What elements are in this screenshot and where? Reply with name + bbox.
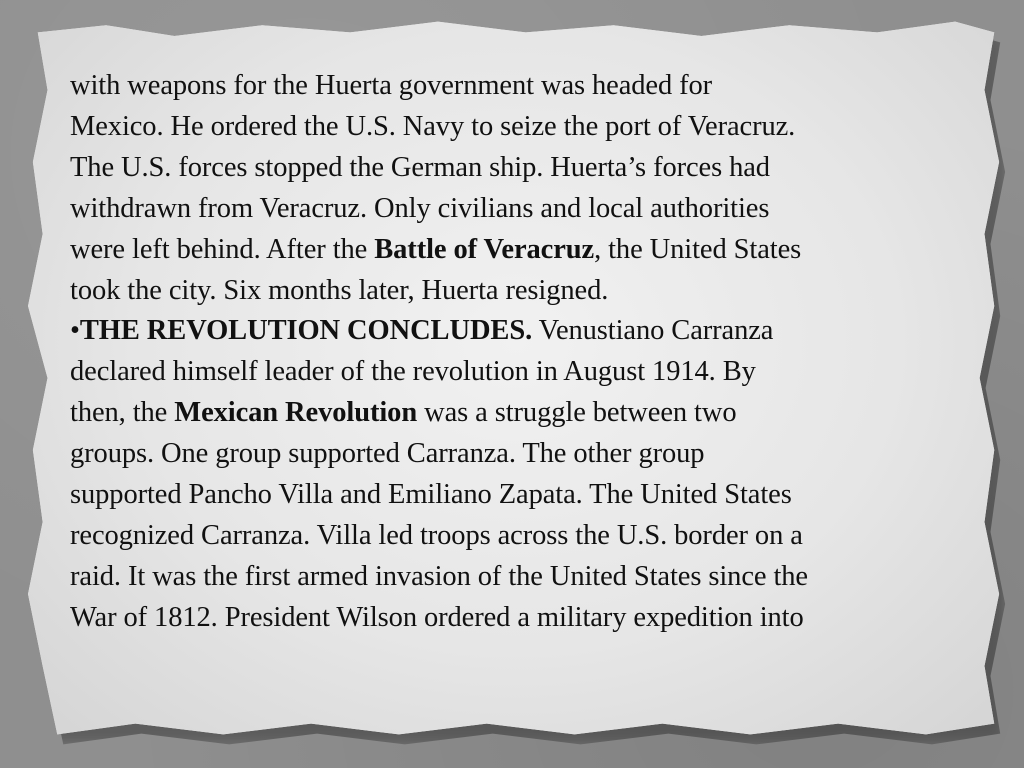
bullet-icon: • xyxy=(70,315,80,347)
text-line: The U.S. forces stopped the German ship. Huerta’s forces had xyxy=(70,151,770,183)
text-run: then, the xyxy=(70,397,175,429)
section-heading: THE REVOLUTION CONCLUDES. xyxy=(79,315,533,347)
term-mexican-revolution: Mexican Revolution xyxy=(174,397,418,429)
text-line: took the city. Six months later, Huerta resigned. xyxy=(70,274,609,306)
text-line: War of 1812. President Wilson ordered a military expedition into xyxy=(70,601,804,633)
text-line: supported Pancho Villa and Emiliano Zapata. The United States xyxy=(70,479,792,511)
text-line: raid. It was the first armed invasion of the United States since the xyxy=(70,560,808,592)
text-line: Mexico. He ordered the U.S. Navy to seize the port of Veracruz. xyxy=(70,110,796,142)
text-line: groups. One group supported Carranza. The other group xyxy=(70,438,705,470)
text-line xyxy=(70,393,970,434)
term-battle-of-veracruz: Battle of Veracruz xyxy=(374,233,595,265)
slide-body-text xyxy=(70,66,970,639)
text-run: Venustiano Carranza xyxy=(532,315,774,347)
text-run: , the United States xyxy=(594,233,802,265)
text-run: were left behind. After the xyxy=(70,233,375,265)
text-run: was a struggle between two xyxy=(417,397,737,429)
text-line xyxy=(70,311,970,352)
text-line: with weapons for the Huerta government was headed for xyxy=(70,70,713,101)
text-line: withdrawn from Veracruz. Only civilians and local authorities xyxy=(70,192,770,224)
text-line: declared himself leader of the revolution in August 1914. By xyxy=(70,356,756,388)
text-line: recognized Carranza. Villa led troops across the U.S. border on a xyxy=(70,519,803,551)
text-line xyxy=(70,230,970,271)
